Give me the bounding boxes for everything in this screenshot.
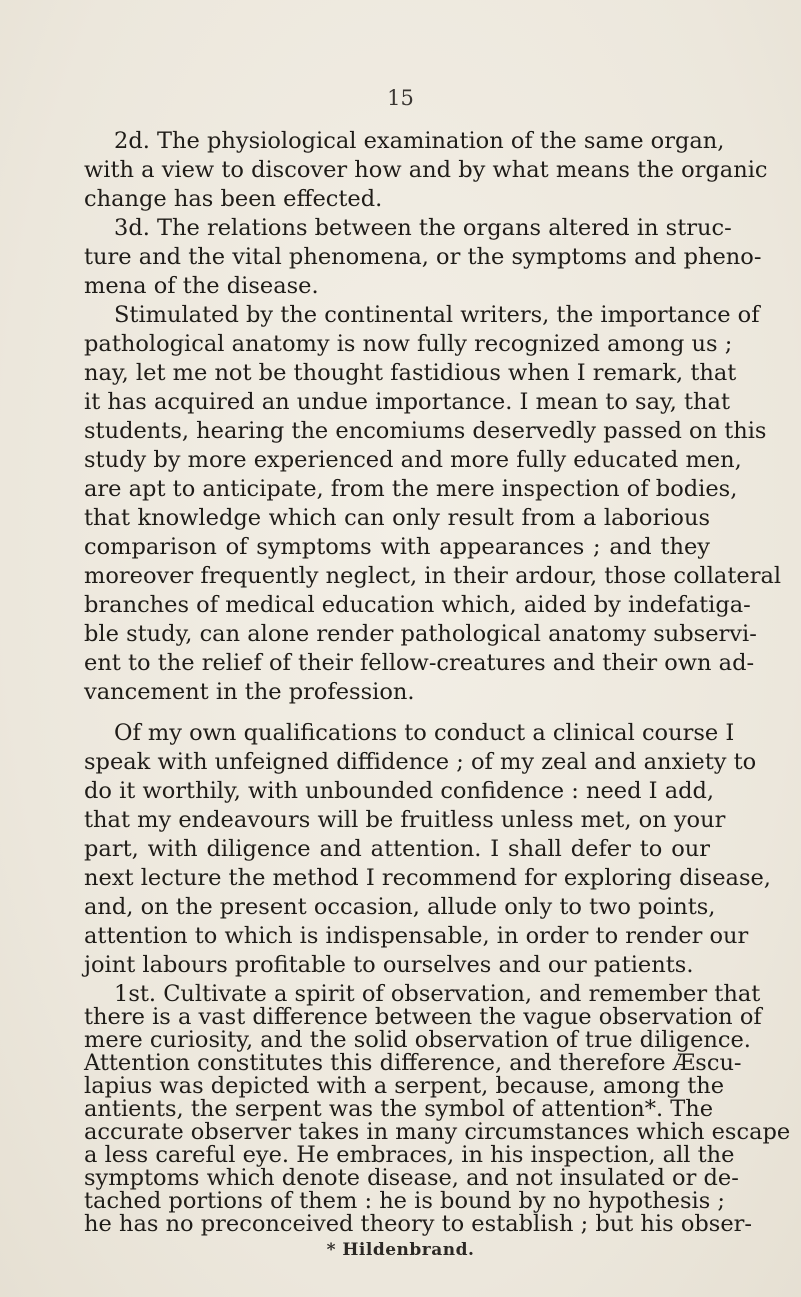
text-line: tached portions of them : he is bound by no hypothesis ; [84,1188,726,1214]
text-line: ture and the vital phenomena, or the symptoms and pheno- [84,244,762,270]
text-line: 1st. Cultivate a spirit of observation, and remember that [114,981,761,1007]
text-line: change has been effected. [84,186,383,212]
text-line: Of my own qualifications to conduct a clinical course I [114,720,735,746]
text-line: with a view to discover how and by what means the organic [84,157,768,183]
text-line: mena of the disease. [84,273,319,299]
text-line: and, on the present occasion, allude only to two points, [84,894,716,920]
text-line: vancement in the profession. [84,679,415,705]
text-line: symptoms which denote disease, and not insulated or de- [84,1165,739,1191]
text-line: comparison of symptoms with appearances ; and they [84,534,710,560]
text-line: attention to which is indispensable, in order to render our [84,923,749,949]
text-line: do it worthily, with unbounded confidence : need I add, [84,778,715,804]
text-line: antients, the serpent was the symbol of attention*. The [84,1096,714,1122]
text-line: mere curiosity, and the solid observation of true diligence. [84,1027,751,1053]
text-line: joint labours profitable to ourselves and our patients. [84,952,694,978]
text-line: are apt to anticipate, from the mere inspection of bodies, [84,476,738,502]
page-number: 15 [387,86,414,110]
text-line: part, with diligence and attention. I shall defer to our [84,836,710,862]
text-line: students, hearing the encomiums deservedly passed on this [84,418,767,444]
text-line: Attention constitutes this difference, and therefore Æscu- [84,1050,742,1076]
text-line: 3d. The relations between the organs altered in struc- [114,215,732,241]
text-line: accurate observer takes in many circumstances which escape [84,1119,791,1145]
text-line: pathological anatomy is now fully recognized among us ; [84,331,733,357]
text-line: a less careful eye. He embraces, in his inspection, all the [84,1142,735,1168]
text-line: ent to the relief of their fellow-creatures and their own ad- [84,650,755,676]
text-line: it has acquired an undue importance. I mean to say, that [84,389,730,415]
text-line: Stimulated by the continental writers, the importance of [114,302,760,328]
text-line: next lecture the method I recommend for exploring disease, [84,865,771,891]
text-line: ble study, can alone render pathological anatomy subservi- [84,621,757,647]
text-line: branches of medical education which, aided by indefatiga- [84,592,751,618]
text-line: that my endeavours will be fruitless unless met, on your [84,807,726,833]
text-line: speak with unfeigned diffidence ; of my zeal and anxiety to [84,749,757,775]
text-line: he has no preconceived theory to establish ; but his obser- [84,1211,752,1237]
text-line: nay, let me not be thought fastidious when I remark, that [84,360,737,386]
text-line: moreover frequently neglect, in their ardour, those collateral [84,563,782,589]
text-line: there is a vast difference between the vague observation of [84,1004,762,1030]
text-line: 2d. The physiological examination of the same organ, [114,128,725,154]
text-line: lapius was depicted with a serpent, because, among the [84,1073,725,1099]
footnote: * Hildenbrand. [326,1240,475,1260]
text-line: study by more experienced and more fully educated men, [84,447,742,473]
text-line: that knowledge which can only result from a laborious [84,505,710,531]
